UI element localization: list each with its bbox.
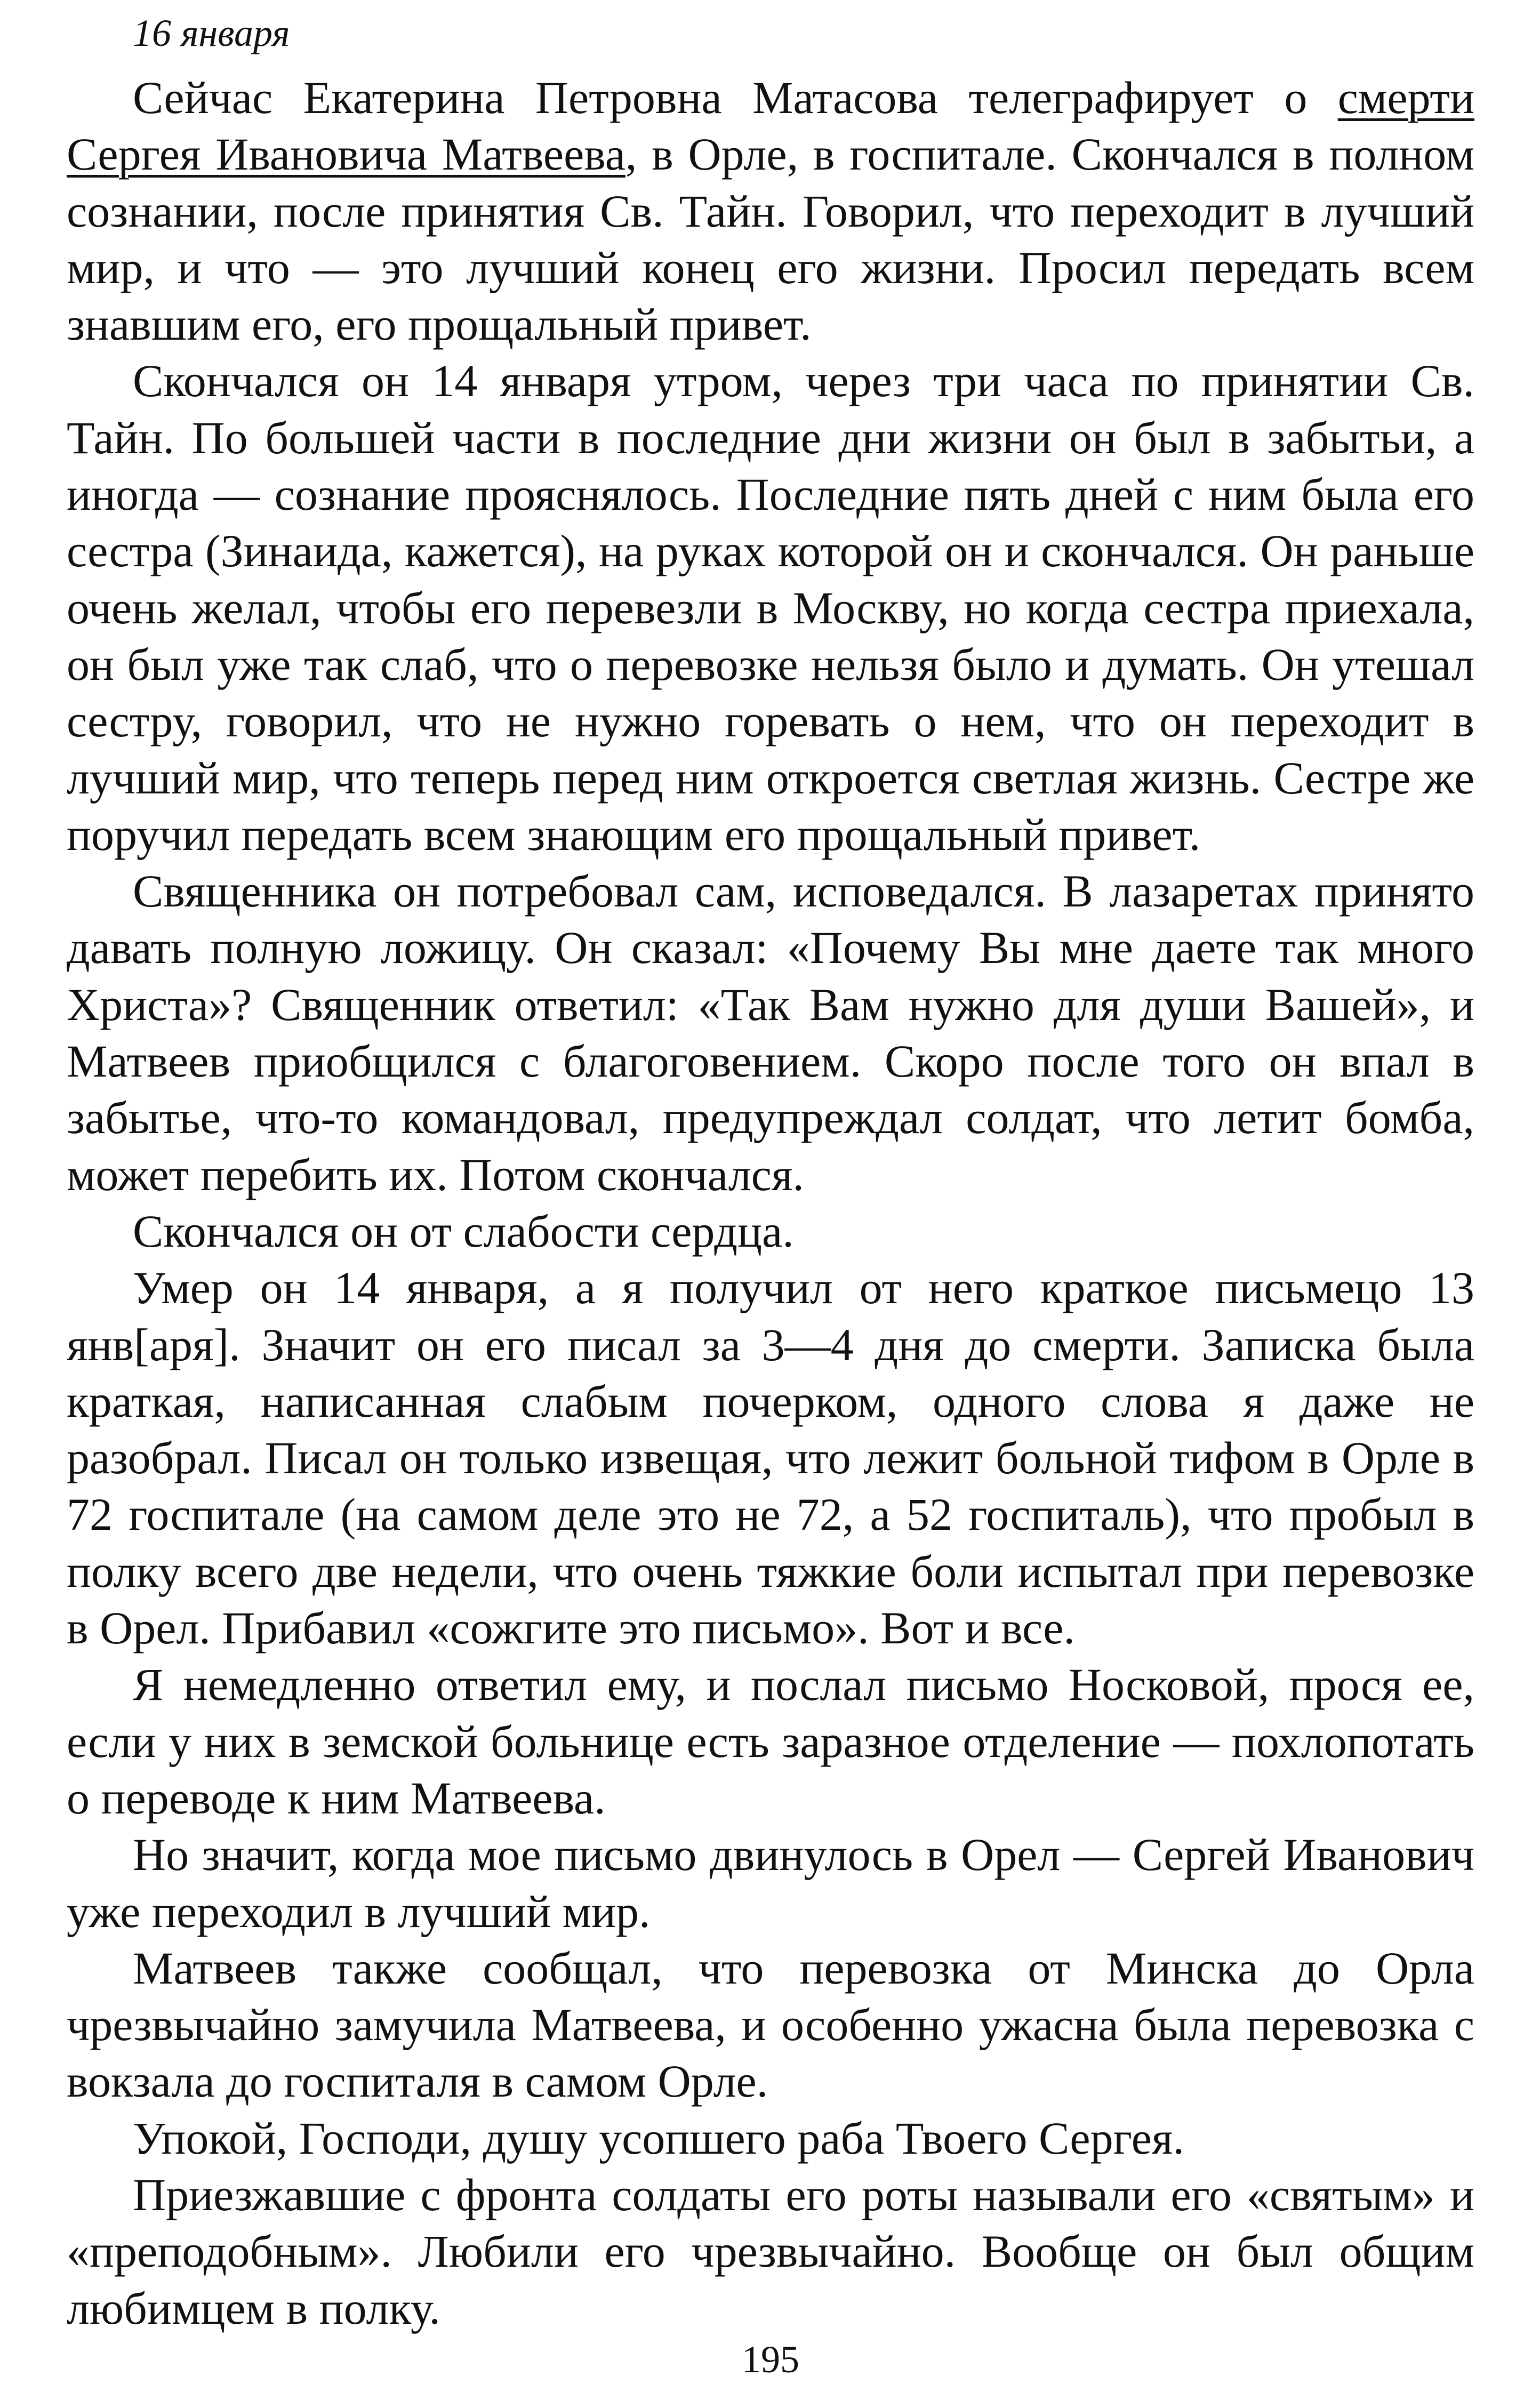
paragraph-1-after: , в Орле, в госпитале. Скончался в полном сознании, после принятия Св. Тайн. Говорил, что переходит в лучший мир, и что — это лучший конец его жизни. Просил передать всем знавшим его, его прощальный привет. [67,129,1474,350]
paragraph-2: Скончался он 14 января утром, через три часа по принятии Св. Тайн. По большей части в последние дни жизни он был в забытьи, а иногда — сознание прояснялось. Последние пять дней с ним была его сестра (Зинаида, кажется), на руках которой он и скончался. Он раньше очень желал, чтобы его перевезли в Москву, но когда сестра приехала, он был уже так слаб, что о перевозке нельзя было и думать. Он утешал сестру, говорил, что не нужно горевать о нем, что он переходит в лучший мир, что теперь перед ним откроется светлая жизнь. Сестре же поручил передать всем знающим его прощальный привет. [67,355,1474,860]
page-number: 195 [742,2338,799,2381]
underlined-name: смерти Сергея Ивановича Матвеева [67,72,1474,180]
paragraph-5: Умер он 14 января, а я получил от него краткое письмецо 13 янв[аря]. Значит он его писал за 3—4 дня до смерти. Записка была краткая, написанная слабым почерком, одного слова я даже не разобрал. Писал он только извещая, что лежит больной тифом в Орле в 72 госпитале (на самом деле это не 72, а 52 госпиталь), что пробыл в полку всего две недели, что очень тяжкие боли испытал при перевозке в Орел. Прибавил «сожгите это письмо». Вот и все. [67,1262,1474,1654]
paragraph-10: Приезжавшие с фронта солдаты его роты называли его «святым» и «преподобным». Любили его чрезвычайно. Вообще он был общим любимцем в полку. [67,2169,1474,2334]
paragraph-3: Священника он потребовал сам, исповедался. В лазаретах принято давать полную ложицу. Он сказал: «Почему Вы мне даете так много Христа»? Священник ответил: «Так Вам нужно для души Вашей», и Матвеев приобщился с благоговением. Скоро после того он впал в забытье, что-то командовал, предупреждал солдат, что летит бомба, может перебить их. Потом скончался. [67,865,1474,1200]
date-heading: 16 января [133,12,290,54]
paragraph-6: Я немедленно ответил ему, и послал письмо Носковой, прося ее, если у них в земской больнице есть заразное отделение — похлопотать о переводе к ним Матвеева. [67,1659,1474,1824]
paragraph-4: Скончался он от слабости сердца. [133,1205,794,1257]
body-text [67,69,1474,2337]
paragraph-7: Но значит, когда мое письмо двинулось в Орел — Сергей Иванович уже переходил в лучший мир. [67,1829,1474,1937]
paragraph-8: Матвеев также сообщал, что перевозка от Минска до Орла чрезвычайно замучила Матвеева, и особенно ужасна была перевозка с вокзала до госпиталя в самом Орле. [67,1942,1474,2107]
paragraph-9: Упокой, Господи, душу усопшего раба Твоего Сергея. [133,2112,1184,2164]
paragraph-1-before: Сейчас Екатерина Петровна Матасова телеграфирует о [133,72,1338,123]
paragraph-1 [67,69,1474,352]
